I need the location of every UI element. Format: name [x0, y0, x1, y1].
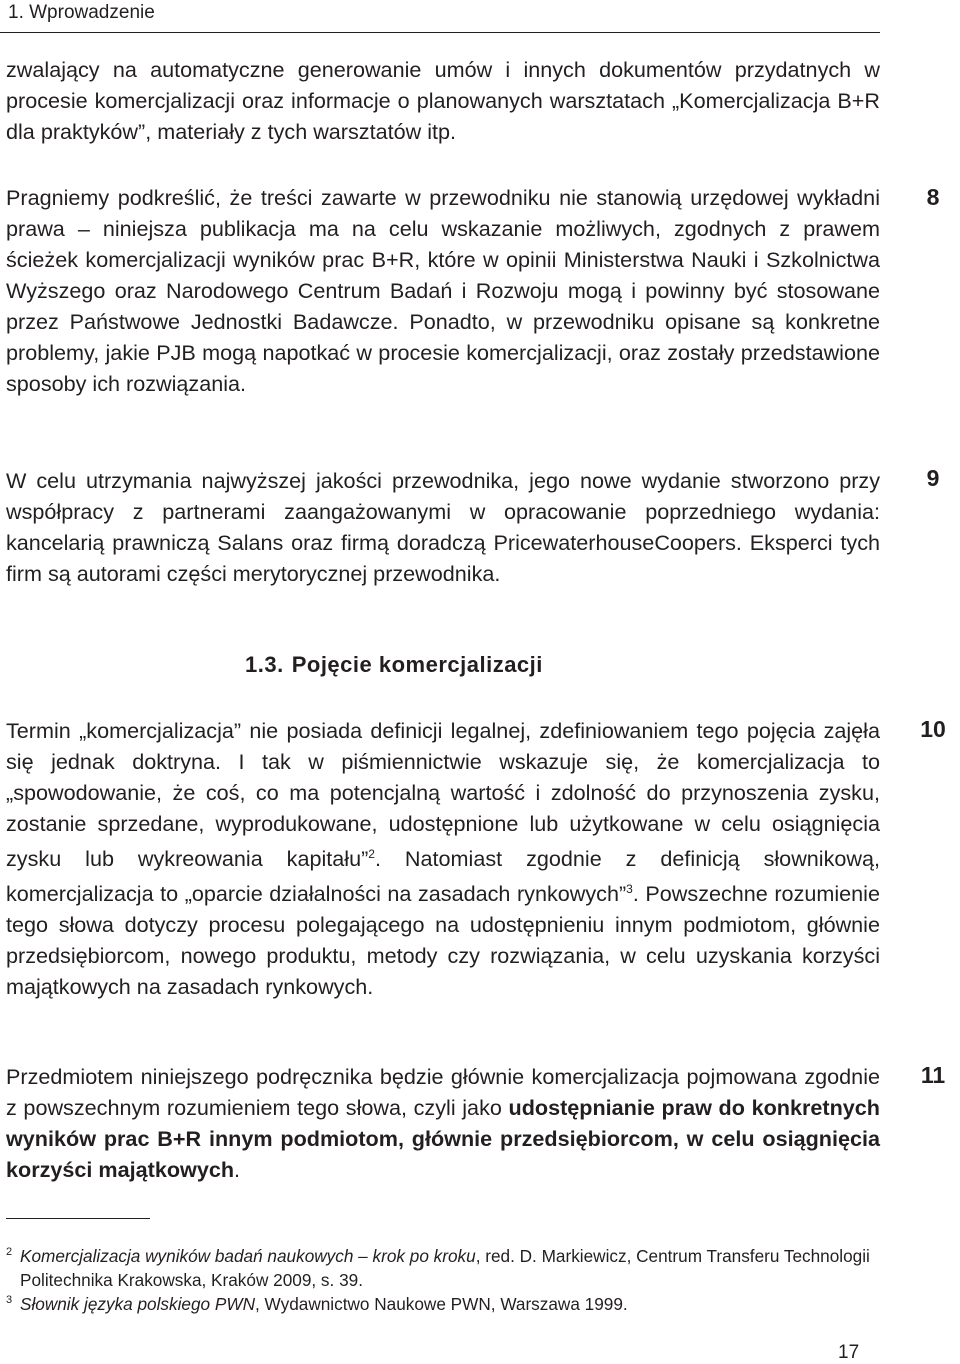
page-number: 17	[838, 1342, 860, 1363]
paragraph-5-part-3: .	[234, 1157, 241, 1182]
section-number: 1.3.	[245, 652, 284, 677]
margin-number-11: 11	[920, 1062, 946, 1088]
footnotes	[6, 1244, 880, 1316]
paragraph-5-emphasis: udostępnianie praw do konkretnych wyników prac B+R innym podmiotom, głównie przedsiębiorcom, w celu osiągnięcia korzyści majątkowych	[6, 1095, 880, 1182]
footnote-text: , Wydawnictwo Naukowe PWN, Warszawa 1999.	[255, 1294, 628, 1314]
paragraph-4	[6, 715, 880, 1002]
paragraph-2: Pragniemy podkreślić, że treści zawarte w przewodniku nie stanowią urzędowej wykładni prawa – niniejsza publikacja ma na celu wskazanie możliwych, zgodnych z prawem ścieżek komercjalizacji wyników prac B+R, które w opinii Ministerstwa Nauki i Szkolnictwa Wyższego oraz Narodowego Centrum Badań i Rozwoju mogą i powinny być stosowane przez Państwowe Jednostki Badawcze. Ponadto, w przewodniku opisane są konkretne problemy, jakie PJB mogą napotkać w procesie komercjalizacji, oraz zostały przedstawione sposoby ich rozwiązania.	[6, 185, 880, 396]
paragraph-5-part-1: Przedmiotem niniejszego podręcznika będzie głównie komercjalizacja pojmowana zgodnie z powszechnym rozumieniem tego słowa, czyli jako	[6, 1064, 880, 1120]
paragraph-4-part-2: . Natomiast zgodnie z definicją słownikową, komercjalizacja to „oparcie działalności na zasadach rynkowych”	[6, 846, 880, 907]
paragraph-4-part-3: . Powszechne rozumienie tego słowa dotyczy procesu polegającego na udostępnieniu innym podmiotom, głównie przedsiębiorcom, nowego produktu, metody czy rozwiązania, w celu uzyskania korzyści majątkowych na zasadach rynkowych.	[6, 881, 880, 1000]
footnote-number: 2	[6, 1246, 13, 1258]
footnote-ref-3[interactable]: 3	[626, 882, 633, 897]
margin-number-9: 9	[926, 465, 940, 491]
footnote-rule	[6, 1218, 150, 1219]
paragraph-1: zwalający na automatyczne generowanie umów i innych dokumentów przydatnych w procesie komercjalizacji oraz informacje o planowanych warsztatach „Komercjalizacja B+R dla praktyków”, materiały z tych warsztatów itp.	[6, 57, 880, 144]
footnote-title: Komercjalizacja wyników badań naukowych – krok po kroku	[20, 1246, 476, 1266]
footnote-ref-2[interactable]: 2	[368, 847, 375, 861]
paragraph-3: W celu utrzymania najwyższej jakości przewodnika, jego nowe wydanie stworzono przy współpracy z partnerami zaangażowanymi w opracowanie poprzedniego wydania: kancelarią prawniczą Salans oraz firmą doradczą PricewaterhouseCoopers. Eksperci tych firm są autorami części merytorycznej przewodnika.	[6, 468, 880, 586]
section-title: Pojęcie komercjalizacji	[291, 652, 543, 677]
footnote-title: Słownik języka polskiego PWN	[20, 1294, 255, 1314]
running-header: 1. Wprowadzenie	[8, 2, 155, 23]
footnote-number: 3	[6, 1294, 13, 1306]
footnote-3	[6, 1292, 880, 1316]
paragraph-5	[6, 1061, 880, 1185]
footnote-text: , red. D. Markiewicz, Centrum Transferu Technologii Politechnika Krakowska, Kraków 2009, s. 39.	[20, 1246, 870, 1290]
section-heading	[245, 652, 543, 678]
header-rule	[0, 32, 880, 33]
margin-number-10: 10	[920, 716, 946, 742]
margin-number-8: 8	[926, 184, 940, 210]
footnote-2	[6, 1244, 880, 1292]
paragraph-4-part-1: Termin „komercjalizacja” nie posiada definicji legalnej, zdefiniowaniem tego pojęcia zajęła się jednak doktryna. I tak w piśmiennictwie wskazuje się, że komercjalizacja to „spowodowanie, że coś, co ma potencjalną wartość i zdolność do przynoszenia zysku, zostanie sprzedane, wyprodukowane, udostępnione lub użytkowane w celu osiągnięcia zysku lub wykreowania kapitału”	[6, 718, 880, 872]
